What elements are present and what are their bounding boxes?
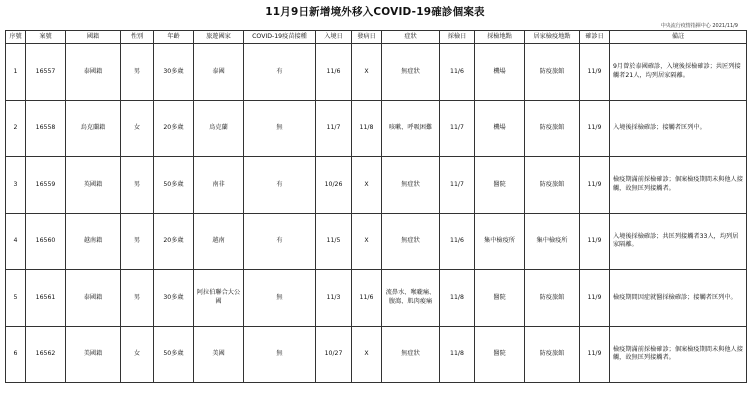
cell-note: 檢疫期間因症就醫採檢確診；接觸者匡列中。 [610,270,747,327]
cell-vaccine: 有 [244,44,316,101]
cell-test-loc: 集中檢疫所 [475,213,525,270]
source-label: 中央流行疫情指揮中心 2021/11/9 [660,23,738,29]
cell-test-loc: 機場 [475,44,525,101]
cell-country: 越南 [194,213,244,270]
cell-quarantine: 防疫旅館 [525,44,580,101]
cell-nationality: 泰國籍 [66,44,121,101]
cell-note: 檢疫期滿前採檢確診；個案檢疫期間未與他人接觸，故無匡列接觸者。 [610,326,747,383]
cell-case: 16557 [26,44,66,101]
column-header: 年齡 [154,31,194,44]
cell-case: 16562 [26,326,66,383]
cell-test-loc: 醫院 [475,157,525,214]
cell-age: 50多歲 [154,157,194,214]
cell-onset: X [352,157,382,214]
table-row [6,157,747,214]
cell-test: 11/6 [440,44,475,101]
cell-test: 11/6 [440,213,475,270]
cell-country: 南非 [194,157,244,214]
cell-entry: 10/26 [316,157,352,214]
cell-test: 11/7 [440,100,475,157]
cell-quarantine: 集中檢疫所 [525,213,580,270]
cell-confirm: 11/9 [580,213,610,270]
cell-test: 11/8 [440,326,475,383]
cell-test: 11/7 [440,157,475,214]
cell-symptom: 咳嗽、呼吸困難 [382,100,440,157]
cell-case: 16561 [26,270,66,327]
cell-country: 泰國 [194,44,244,101]
cell-gender: 女 [121,326,154,383]
cell-country: 美國 [194,326,244,383]
cell-test-loc: 醫院 [475,270,525,327]
cell-vaccine: 無 [244,326,316,383]
cell-age: 30多歲 [154,270,194,327]
cell-note: 檢疫期滿前採檢確診；個案檢疫期間未與他人接觸，故無匡列接觸者。 [610,157,747,214]
cell-note: 9月曾於泰國確診，入境後採檢確診；共匠列接觸者21人，均列居家隔離。 [610,44,747,101]
cell-nationality: 泰國籍 [66,270,121,327]
cell-quarantine: 防疫旅館 [525,270,580,327]
cell-gender: 男 [121,270,154,327]
cell-gender: 女 [121,100,154,157]
column-header: 居家檢疫地點 [525,31,580,44]
cell-age: 50多歲 [154,326,194,383]
cell-symptom: 流鼻水、喉嚨痛、腹瀉、肌肉痠痛 [382,270,440,327]
column-header: 入境日 [316,31,352,44]
cell-case: 16560 [26,213,66,270]
table-row [6,326,747,383]
cell-note: 入境後採檢確診；共匡列接觸者33人，均列居家隔離。 [610,213,747,270]
cell-no: 2 [6,100,26,157]
cell-nationality: 英國籍 [66,157,121,214]
cell-vaccine: 有 [244,213,316,270]
cell-symptom: 無症狀 [382,213,440,270]
cell-age: 30多歲 [154,44,194,101]
column-header: 國籍 [66,31,121,44]
cell-entry: 11/7 [316,100,352,157]
column-header: 採檢日 [440,31,475,44]
column-header: 旅遊國家 [194,31,244,44]
cell-confirm: 11/9 [580,100,610,157]
cell-symptom: 無症狀 [382,157,440,214]
cell-gender: 男 [121,44,154,101]
cell-country: 阿拉伯聯合大公國 [194,270,244,327]
column-header: 確診日 [580,31,610,44]
cell-confirm: 11/9 [580,44,610,101]
cell-note: 入境後採檢確診；接觸者匡列中。 [610,100,747,157]
cell-onset: X [352,44,382,101]
cell-entry: 10/27 [316,326,352,383]
cell-nationality: 美國籍 [66,326,121,383]
cell-vaccine: 無 [244,100,316,157]
cell-test: 11/8 [440,270,475,327]
cell-confirm: 11/9 [580,270,610,327]
column-header: 症狀 [382,31,440,44]
table-row [6,44,747,101]
cell-quarantine: 防疫旅館 [525,326,580,383]
cell-no: 6 [6,326,26,383]
cell-test-loc: 機場 [475,100,525,157]
cell-no: 4 [6,213,26,270]
column-header: 備註 [610,31,747,44]
cell-confirm: 11/9 [580,157,610,214]
page-title: 11月9日新增境外移入COVID-19確診個案表 [265,6,485,18]
cell-symptom: 無症狀 [382,44,440,101]
cell-gender: 男 [121,157,154,214]
cell-onset: X [352,326,382,383]
column-header: 序號 [6,31,26,44]
cell-quarantine: 防疫旅館 [525,157,580,214]
cell-entry: 11/5 [316,213,352,270]
cell-onset: 11/8 [352,100,382,157]
column-header: 性別 [121,31,154,44]
cell-test-loc: 醫院 [475,326,525,383]
cell-symptom: 無症狀 [382,326,440,383]
cell-age: 20多歲 [154,213,194,270]
cell-quarantine: 防疫旅館 [525,100,580,157]
cell-onset: 11/6 [352,270,382,327]
header-row [6,31,747,44]
cell-nationality: 越南籍 [66,213,121,270]
cell-gender: 男 [121,213,154,270]
cell-no: 5 [6,270,26,327]
cell-confirm: 11/9 [580,326,610,383]
cell-case: 16559 [26,157,66,214]
column-header: 發病日 [352,31,382,44]
table-row [6,270,747,327]
case-table [5,30,747,383]
cell-age: 20多歲 [154,100,194,157]
cell-onset: X [352,213,382,270]
cell-country: 烏克蘭 [194,100,244,157]
cell-vaccine: 無 [244,270,316,327]
cell-case: 16558 [26,100,66,157]
cell-vaccine: 有 [244,157,316,214]
cell-entry: 11/3 [316,270,352,327]
table-row [6,213,747,270]
column-header: COVID-19疫苗接種 [244,31,316,44]
cell-no: 1 [6,44,26,101]
table-row [6,100,747,157]
cell-nationality: 烏克蘭籍 [66,100,121,157]
column-header: 案號 [26,31,66,44]
cell-entry: 11/6 [316,44,352,101]
column-header: 採檢地點 [475,31,525,44]
cell-no: 3 [6,157,26,214]
